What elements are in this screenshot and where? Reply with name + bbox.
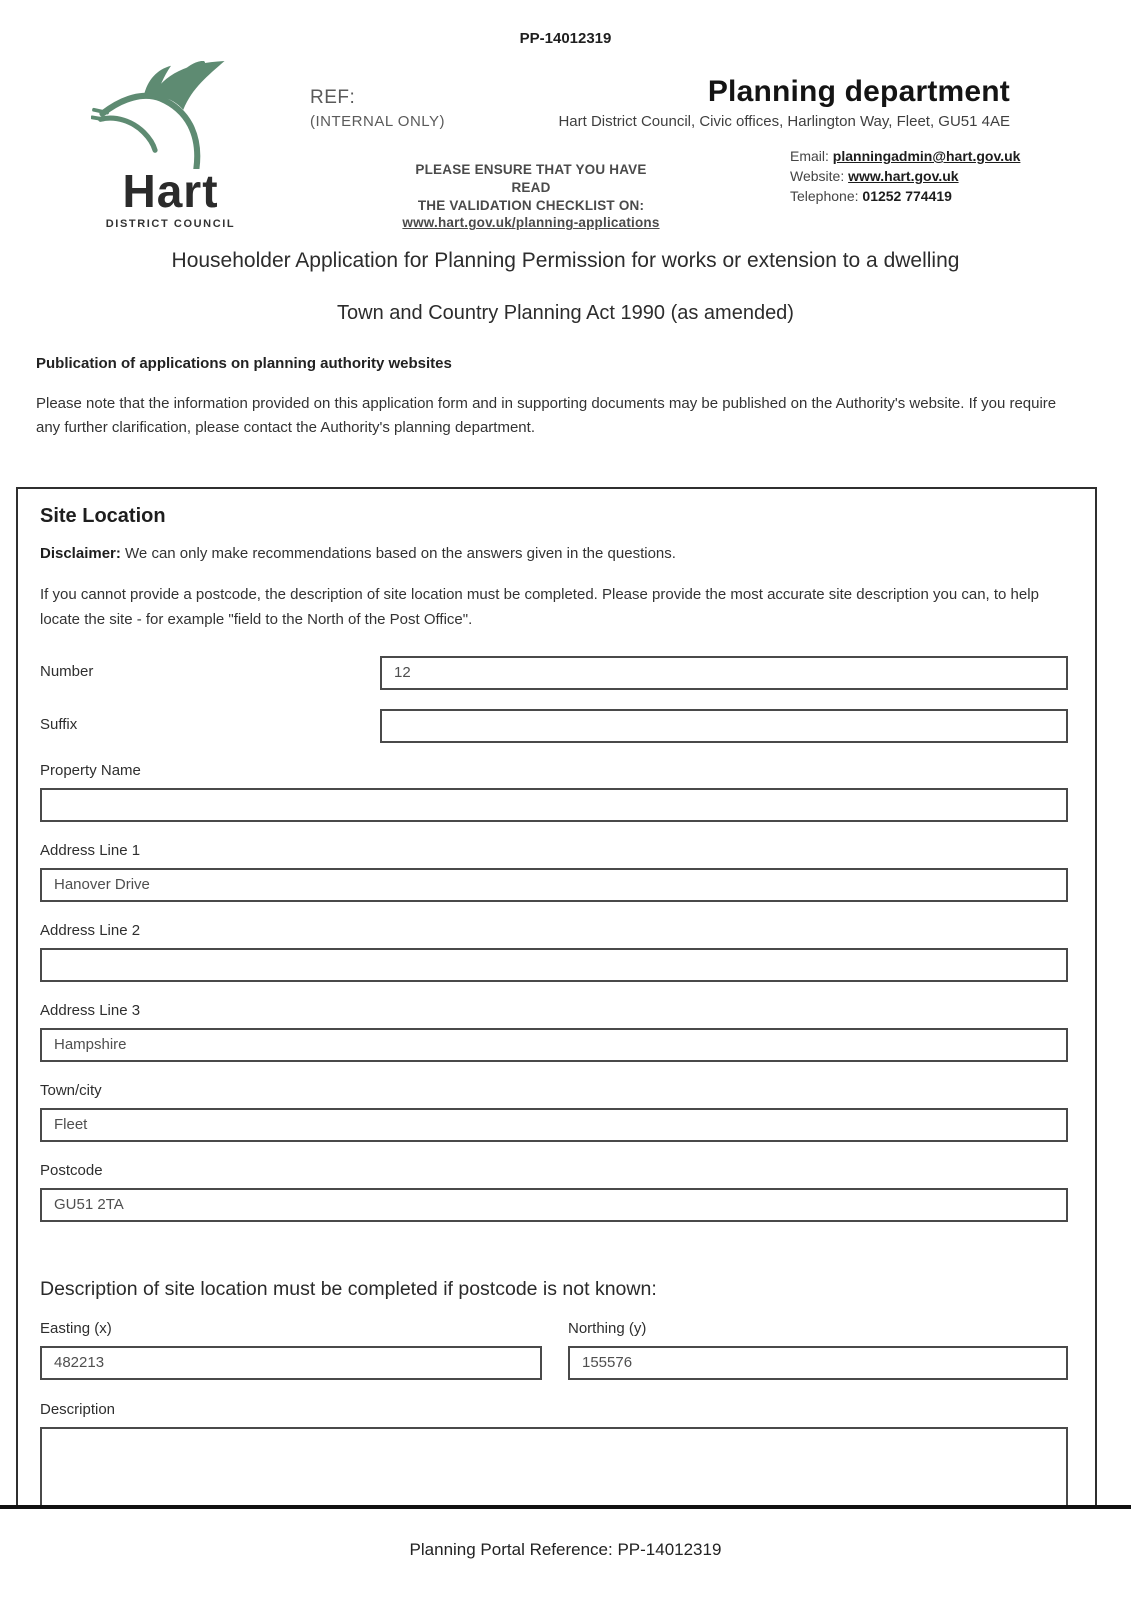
number-input[interactable] — [380, 656, 1068, 690]
address-line-3-input[interactable] — [40, 1028, 1068, 1062]
contact-block — [790, 147, 1020, 207]
footer-divider — [0, 1505, 1131, 1509]
footer-reference: Planning Portal Reference: PP-14012319 — [409, 1540, 722, 1559]
northing-field — [568, 1320, 1068, 1380]
number-label: Number — [40, 662, 94, 680]
ref-note: (INTERNAL ONLY) — [310, 113, 446, 130]
validation-notice — [398, 161, 664, 232]
address-line-2-input[interactable] — [40, 948, 1068, 982]
hart-council-logo — [88, 61, 253, 230]
town-city-input[interactable] — [40, 1108, 1068, 1142]
contact-telephone-row — [790, 187, 1020, 207]
department-address: Hart District Council, Civic offices, Harlington Way, Fleet, GU51 4AE — [558, 113, 1010, 130]
suffix-label: Suffix — [40, 715, 78, 733]
contact-email-row — [790, 147, 1020, 167]
website-label: Website: — [790, 167, 845, 184]
logo-subtitle: DISTRICT COUNCIL — [105, 218, 236, 230]
property-name-label: Property Name — [40, 761, 141, 779]
easting-label: Easting (x) — [40, 1319, 112, 1337]
northing-label: Northing (y) — [568, 1319, 647, 1337]
address-line-3-label: Address Line 3 — [40, 1001, 141, 1019]
site-location-section — [16, 487, 1097, 1505]
department-block — [558, 75, 1010, 130]
email-link[interactable]: planningadmin@hart.gov.uk — [832, 148, 1021, 164]
top-reference: PP-14012319 — [519, 30, 612, 47]
telephone-number: 01252 774419 — [862, 187, 952, 204]
suffix-row — [40, 709, 1068, 743]
description-heading: Description of site location must be completed if postcode is not known: — [40, 1277, 657, 1300]
easting-input[interactable] — [40, 1346, 542, 1380]
suffix-input[interactable] — [380, 709, 1068, 743]
property-name-input[interactable] — [40, 788, 1068, 822]
address-line-2-label: Address Line 2 — [40, 921, 141, 939]
postcode-input[interactable] — [40, 1188, 1068, 1222]
publication-heading: Publication of applications on planning authority websites — [36, 355, 452, 372]
form-title: Householder Application for Planning Permission for works or extension to a dwelling — [171, 249, 960, 272]
town-city-label: Town/city — [40, 1081, 102, 1099]
website-link[interactable]: www.hart.gov.uk — [848, 167, 959, 184]
disclaimer-label: Disclaimer: — [40, 545, 121, 562]
address-line-1-input[interactable] — [40, 868, 1068, 902]
northing-input[interactable] — [568, 1346, 1068, 1380]
number-row — [40, 656, 1068, 690]
disclaimer-text — [40, 545, 1068, 562]
department-title: Planning department — [707, 75, 1010, 108]
validation-notice-line2: THE VALIDATION CHECKLIST ON: — [417, 197, 645, 213]
form-subtitle: Town and Country Planning Act 1990 (as amended) — [337, 302, 794, 324]
email-label: Email: — [790, 148, 829, 164]
section-title: Site Location — [40, 505, 166, 527]
address-line-1-label: Address Line 1 — [40, 841, 141, 859]
validation-checklist-link[interactable]: www.hart.gov.uk/planning-applications — [402, 215, 660, 231]
telephone-label: Telephone: — [790, 187, 859, 204]
ref-label: REF: — [310, 87, 356, 108]
postcode-label: Postcode — [40, 1161, 103, 1179]
logo-name: Hart — [122, 165, 219, 217]
easting-field — [40, 1320, 542, 1380]
coordinates-row — [40, 1320, 1068, 1380]
disclaimer-body: We can only make recommendations based on the answers given in the questions. — [125, 545, 676, 562]
description-label: Description — [40, 1400, 116, 1418]
publication-body: Please note that the information provided on this application form and in supporting documents may be published on the Authority's website. If you require any further clarification, please contact the Authority's planning department. — [36, 395, 1057, 436]
validation-notice-line1: PLEASE ENSURE THAT YOU HAVE READ — [415, 162, 647, 195]
stag-icon — [91, 61, 251, 169]
contact-website-row — [790, 167, 1020, 187]
description-textarea[interactable] — [40, 1427, 1068, 1506]
page-header — [0, 53, 1131, 235]
section-intro: If you cannot provide a postcode, the description of site location must be completed. Please provide the most accurate site description you can, to help locate the site - for example "field to the North of the Post Office". — [40, 586, 1039, 628]
internal-ref — [310, 87, 445, 130]
